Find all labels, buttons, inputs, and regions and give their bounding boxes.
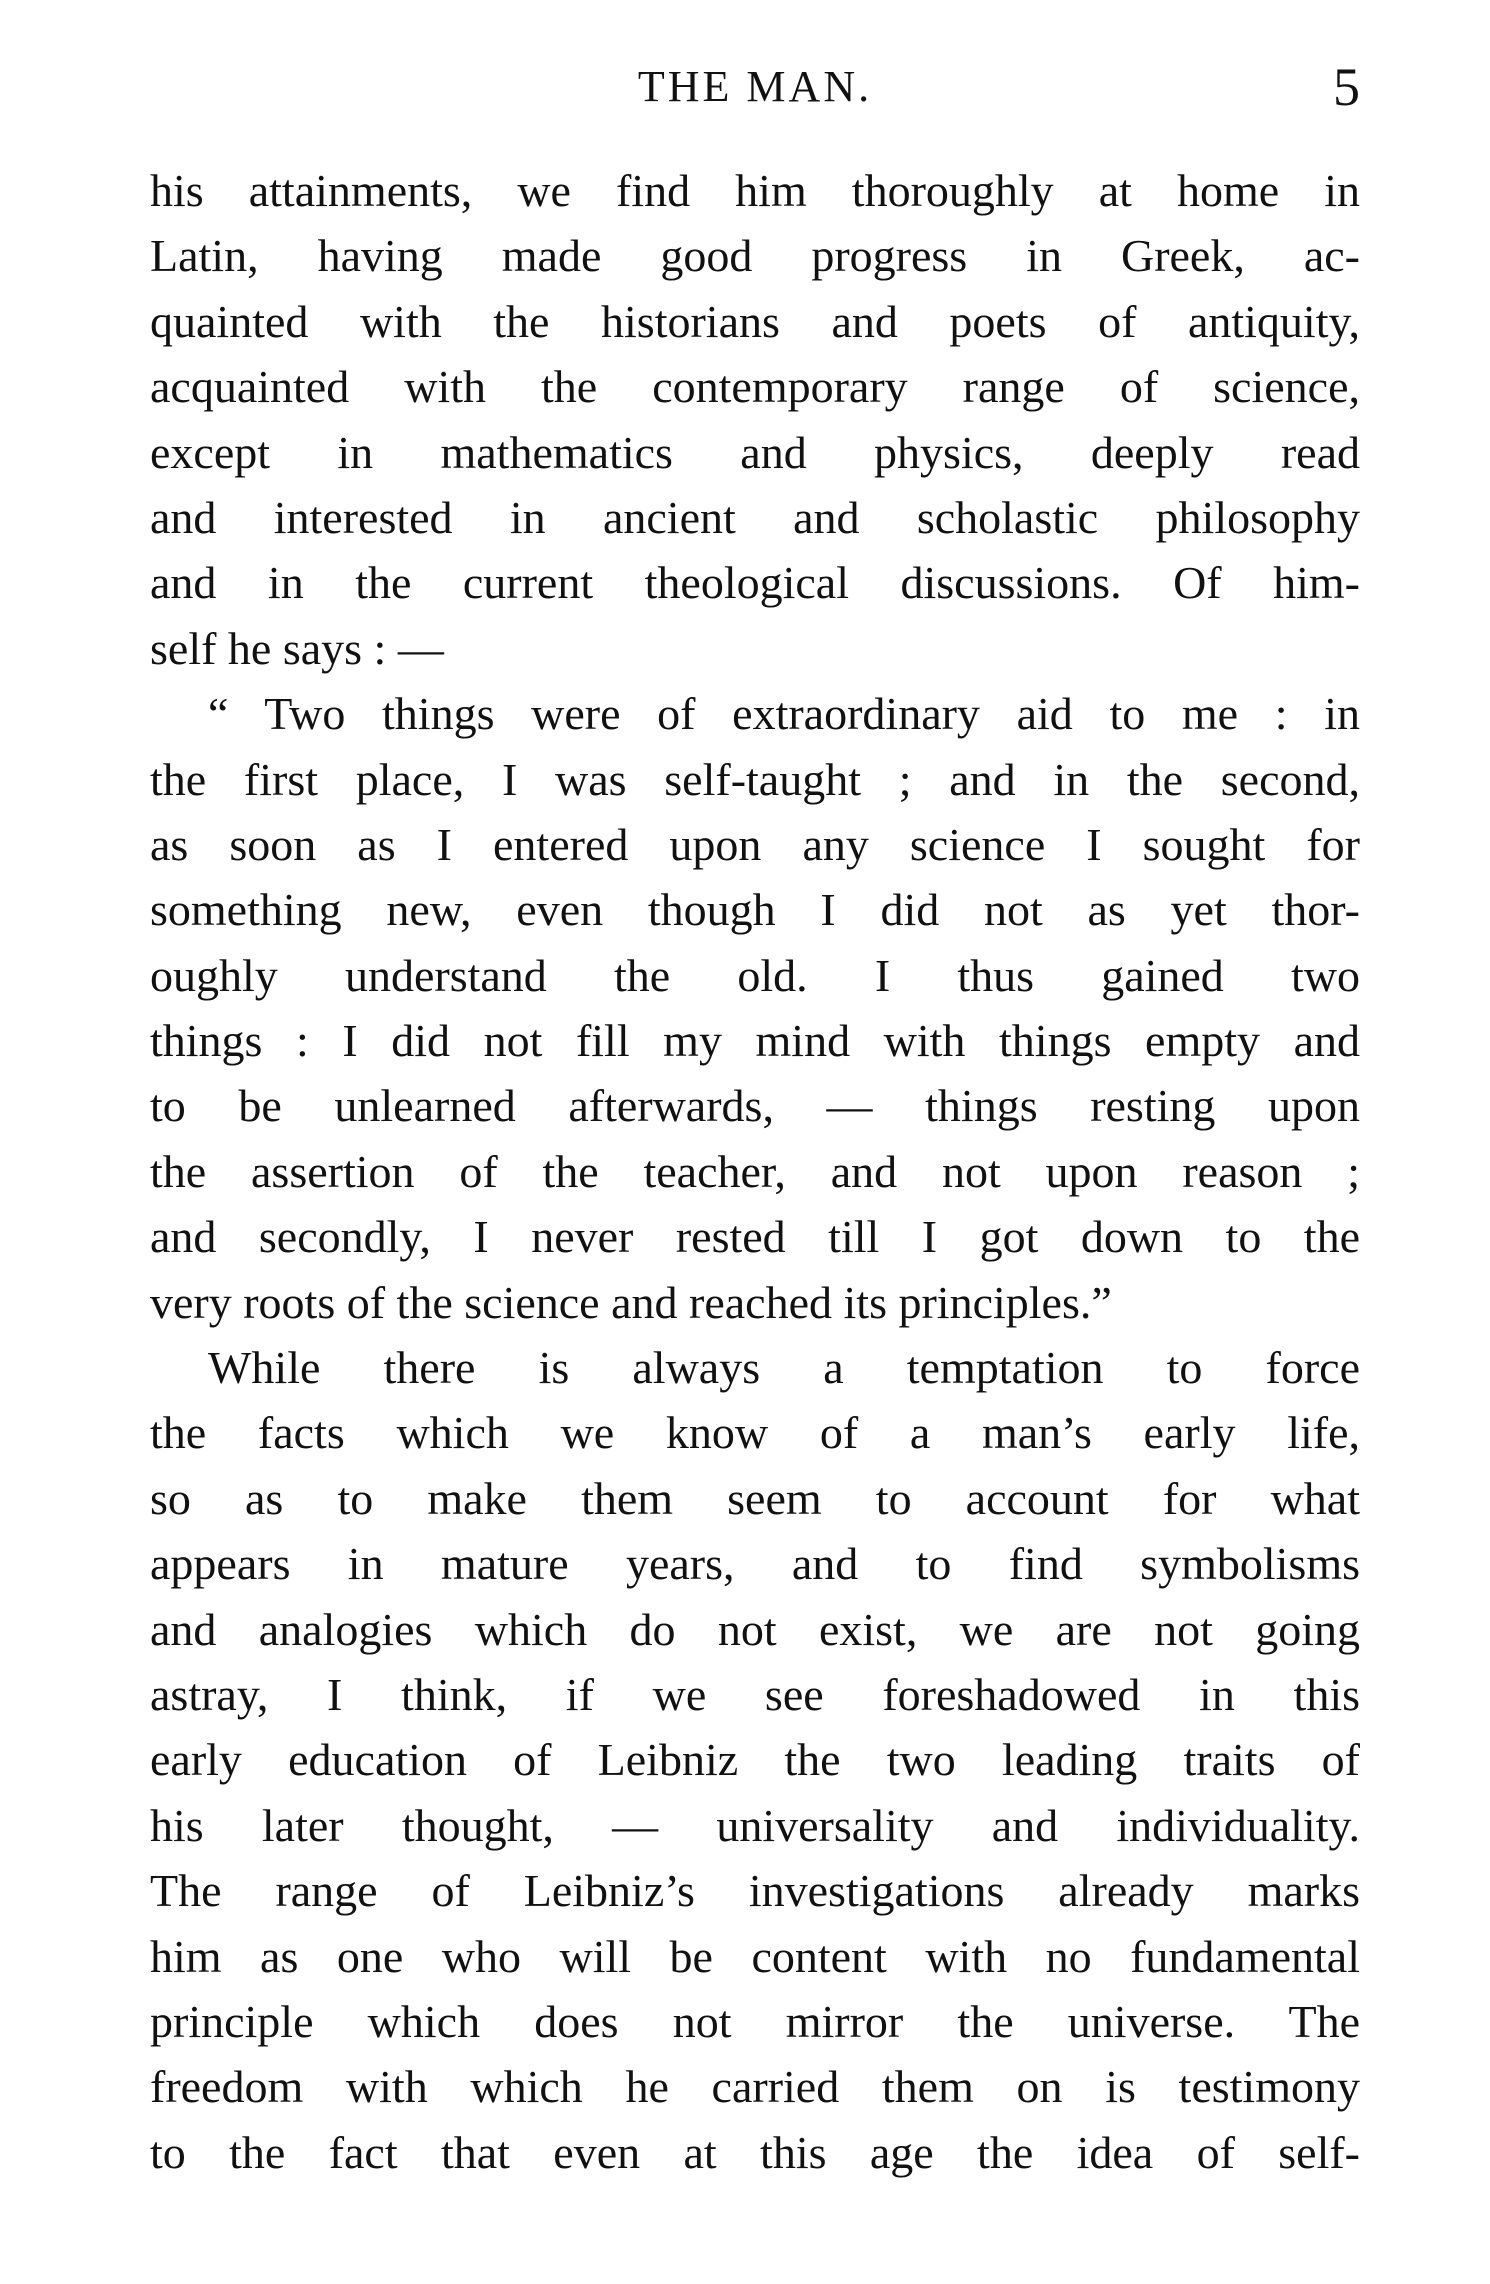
text-line: self he says : —: [150, 622, 444, 674]
running-head: THE MAN.: [637, 62, 873, 111]
quote-line: as soon as I entered upon any science I sought for: [150, 818, 1360, 870]
text-line: The range of Leibniz’s investigations already marks: [150, 1865, 1360, 1917]
quote-line: things : I did not fill my mind with things empty and: [150, 1015, 1360, 1067]
text-line: appears in mature years, and to find symbolisms: [150, 1538, 1360, 1590]
text-line: principle which does not mirror the universe. The: [150, 1995, 1360, 2047]
quote-line: to be unlearned afterwards, — things resting upon: [150, 1080, 1360, 1132]
text-line: acquainted with the contemporary range of science,: [150, 361, 1360, 413]
quote-line: and secondly, I never rested till I got down to the: [150, 1211, 1360, 1263]
text-line: early education of Leibniz the two leading traits of: [150, 1734, 1360, 1786]
text-line: the facts which we know of a man’s early life,: [150, 1407, 1360, 1459]
body-text: [150, 158, 1360, 2185]
text-line: While there is always a temptation to force: [208, 1342, 1360, 1394]
page-header: [150, 52, 1360, 122]
quote-line: something new, even though I did not as yet thor-: [150, 884, 1360, 936]
text-line: freedom with which he carried them on is testimony: [150, 2061, 1360, 2113]
quote-line: the first place, I was self-taught ; and in the second,: [150, 753, 1360, 805]
page-number: 5: [1333, 57, 1360, 117]
text-line: his later thought, — universality and individuality.: [150, 1799, 1360, 1851]
text-line: him as one who will be content with no fundamental: [150, 1930, 1360, 1982]
text-line: so as to make them seem to account for what: [150, 1472, 1360, 1524]
quote-line: very roots of the science and reached its principles.”: [150, 1276, 1112, 1328]
text-line: quainted with the historians and poets of antiquity,: [150, 295, 1360, 347]
quote-line: the assertion of the teacher, and not upon reason ;: [150, 1145, 1360, 1197]
text-line: to the fact that even at this age the idea of self-: [150, 2126, 1360, 2178]
text-line: and in the current theological discussions. Of him-: [150, 557, 1360, 609]
text-line: his attainments, we find him thoroughly at home in: [150, 165, 1360, 216]
text-line: and interested in ancient and scholastic philosophy: [150, 491, 1360, 543]
quote-line: oughly understand the old. I thus gained two: [150, 949, 1360, 1001]
text-line: and analogies which do not exist, we are not going: [150, 1603, 1360, 1655]
text-line: astray, I think, if we see foreshadowed in this: [150, 1668, 1360, 1720]
quote-line: “ Two things were of extraordinary aid to me : in: [208, 688, 1360, 740]
text-line: except in mathematics and physics, deeply read: [150, 426, 1360, 478]
text-line: Latin, having made good progress in Greek, ac-: [150, 230, 1360, 282]
